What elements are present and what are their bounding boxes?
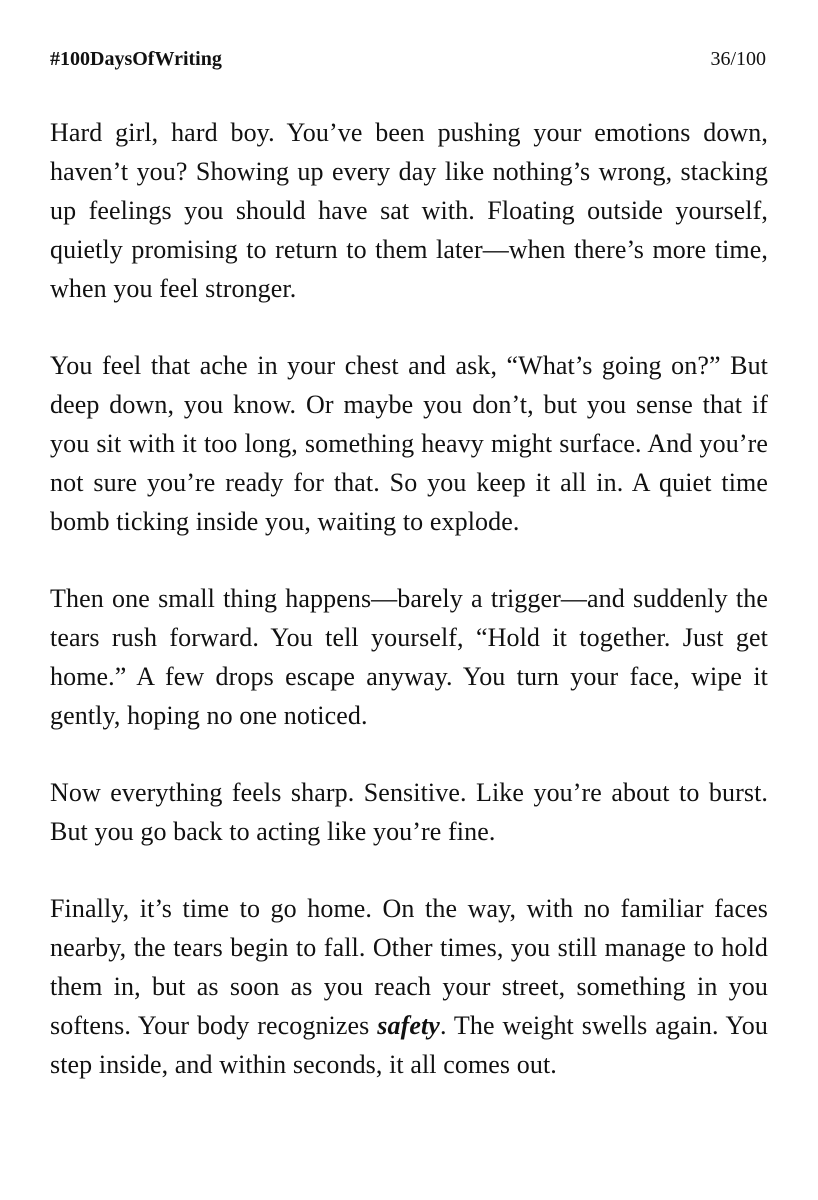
paragraph-5-text-before: Finally, it’s time to go home. On the way, with no familiar faces nearby, the tears begin to fall. Other times, you still manage to hold them in, but as soon as you reach your street, something in you softens. Your body recognizes [50,894,768,1040]
day-counter: 36/100 [710,47,766,70]
paragraph-4: Now everything feels sharp. Sensitive. Like you’re about to burst. But you go back to acting like you’re fine. [50,778,768,846]
paragraph-5 [50,889,768,1084]
hashtag-title: #100DaysOfWriting [50,47,222,70]
paragraph-3: Then one small thing happens—barely a trigger—and suddenly the tears rush forward. You tell yourself, “Hold it together. Just get home.” A few drops escape anyway. You turn your face, wipe it gently, hoping no one noticed. [50,584,768,730]
article-body [50,113,768,1084]
paragraph-2: You feel that ache in your chest and ask, “What’s going on?” But deep down, you know. Or maybe you don’t, but you sense that if you sit with it too long, something heavy might surface. And you’re not sure you’re ready for that. So you keep it all in. A quiet time bomb ticking inside you, waiting to explode. [50,351,768,536]
paragraph-5-text-after: . The weight swells again. You step inside, and within seconds, it all comes out. [50,1011,768,1079]
paragraph-1: Hard girl, hard boy. You’ve been pushing your emotions down, haven’t you? Showing up every day like nothing’s wrong, stacking up feelings you should have sat with. Floating outside yourself, quietly promising to return to them later—when there’s more time, when you feel stronger. [50,118,768,303]
page-header [50,44,766,74]
emphasized-word: safety [377,1011,440,1040]
